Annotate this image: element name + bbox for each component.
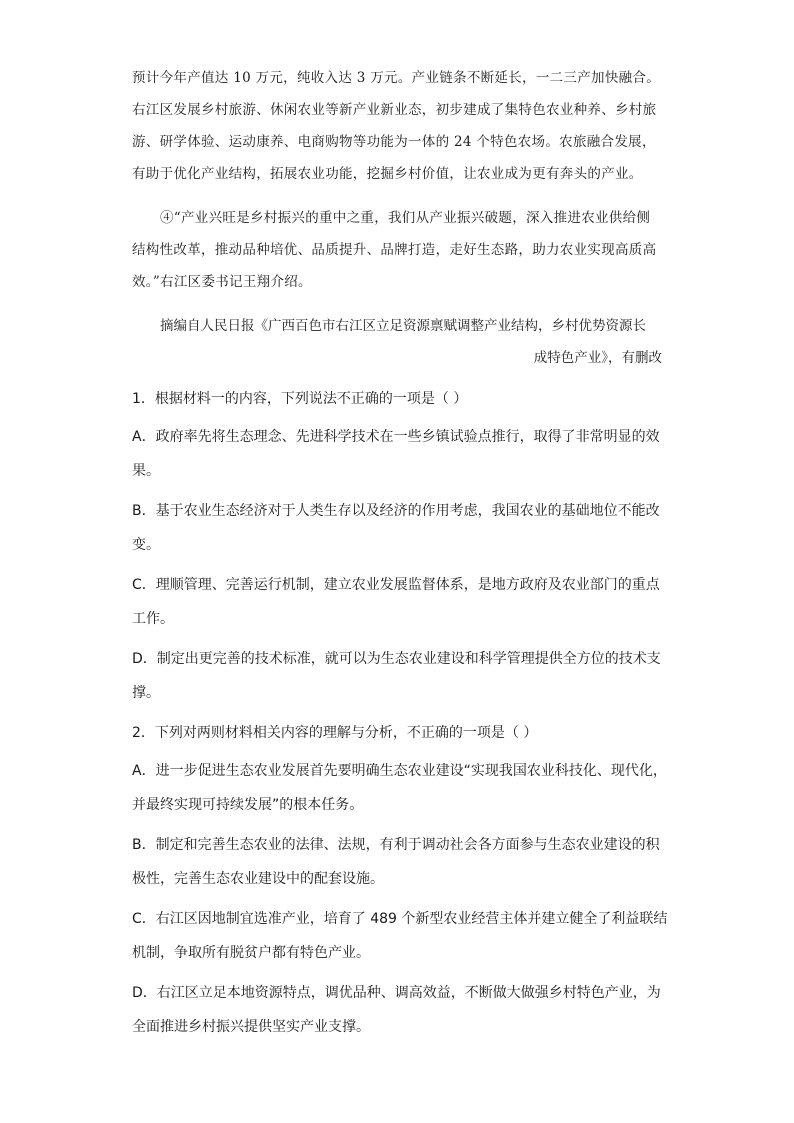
passage-paragraph-4 — [132, 202, 662, 298]
question-stem: 2．下列对两则材料相关内容的理解与分析，不正确的一项是（ ） — [132, 725, 538, 741]
document-page — [132, 62, 668, 1050]
option-line: D．右江区立足本地资源特点，调优品种、调高效益，不断做大做强乡村特色产业，为 — [132, 985, 661, 1001]
option-c — [132, 568, 662, 636]
option-line: 变。 — [132, 537, 160, 553]
question-stem: 1．根据材料一的内容，下列说法不正确的一项是（ ） — [132, 391, 468, 407]
question-1 — [132, 382, 662, 710]
passage-line: 右江区发展乡村旅游、休闲农业等新产业新业态，初步建成了集特色农业种养、乡村旅 — [132, 102, 657, 118]
source-line: 成特色产业》，有删改 — [533, 350, 662, 366]
option-d — [132, 642, 662, 710]
option-line: C．理顺管理、完善运行机制，建立农业发展监督体系，是地方政府及农业部门的重点 — [132, 577, 660, 593]
option-line: 机制，争取所有脱贫户都有特色产业。 — [132, 945, 370, 961]
option-a — [132, 420, 662, 488]
option-line: B．基于农业生态经济对于人类生存以及经济的作用考虑，我国农业的基础地位不能改 — [132, 503, 660, 519]
passage-line: 游、研学体验、运动康养、电商购物等功能为一体的 24 个特色农场。农旅融合发展， — [132, 134, 656, 150]
passage-source — [132, 310, 662, 374]
option-line: B．制定和完善生态农业的法律、法规，有利于调动社会各方面参与生态农业建设的积 — [132, 837, 660, 853]
option-line: 全面推进乡村振兴提供坚实产业支撑。 — [132, 1019, 370, 1035]
source-line: 摘编自人民日报《广西百色市右江区立足资源禀赋调整产业结构，乡村优势资源长 — [160, 318, 646, 334]
option-line: 撑。 — [132, 685, 160, 701]
question-2 — [132, 716, 668, 1044]
option-line: D．制定出更完善的技术标准，就可以为生态农业建设和科学管理提供全方位的技术支 — [132, 651, 661, 667]
passage-line: 结构性改革，推动品种培优、品质提升、品牌打造，走好生态路，助力农业实现高质高 — [132, 242, 657, 258]
option-c — [132, 902, 668, 970]
option-line: 并最终实现可持续发展”的根本任务。 — [132, 797, 364, 813]
passage-paragraph-3 — [132, 62, 662, 190]
option-a — [132, 754, 667, 822]
option-line: 工作。 — [132, 611, 174, 627]
option-line: C．右江区因地制宜选准产业，培育了 489 个新型农业经营主体并建立健全了利益联结 — [132, 911, 668, 927]
option-line: A．政府率先将生态理念、先进科学技术在一些乡镇试验点推行，取得了非常明显的效 — [132, 429, 660, 445]
option-b — [132, 828, 662, 896]
passage-line: 预计今年产值达 10 万元，纯收入达 3 万元。产业链条不断延长，一二三产加快融合。 — [132, 70, 661, 86]
option-b — [132, 494, 662, 562]
option-line: A．进一步促进生态农业发展首先要明确生态农业建设“实现我国农业科技化、现代化， — [132, 763, 667, 779]
option-line: 极性，完善生态农业建设中的配套设施。 — [132, 871, 384, 887]
passage-line: 效。”右江区委书记王翔介绍。 — [132, 274, 312, 290]
option-line: 果。 — [132, 463, 160, 479]
option-d — [132, 976, 662, 1044]
passage-line: ④“产业兴旺是乡村振兴的重中之重，我们从产业振兴破题，深入推进农业供给侧 — [160, 210, 651, 226]
passage-line: 有助于优化产业结构，拓展农业功能，挖掘乡村价值，让农业成为更有奔头的产业。 — [132, 166, 643, 182]
